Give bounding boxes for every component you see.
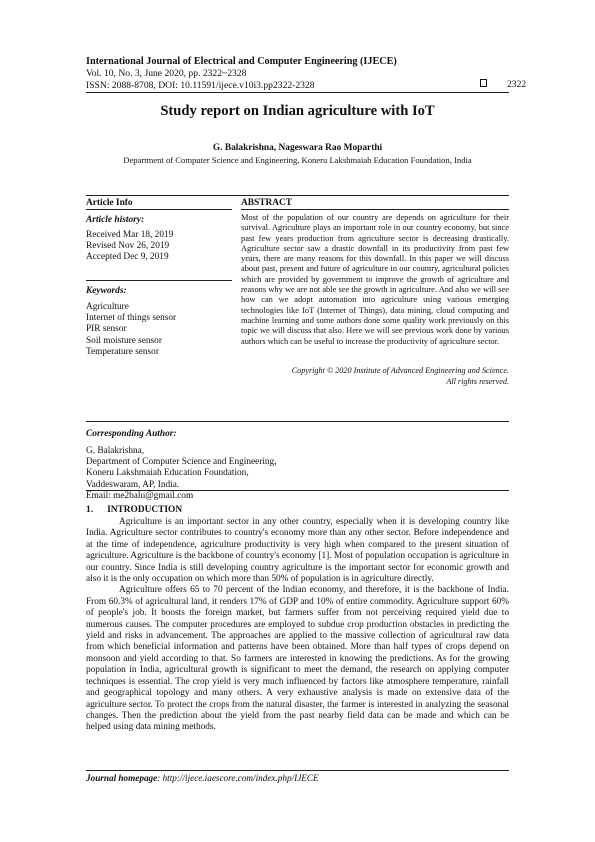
corresponding-line: Koneru Lakshmaiah Education Foundation, xyxy=(86,468,249,479)
abstract-heading: ABSTRACT xyxy=(241,198,293,208)
keywords-rule xyxy=(86,280,232,281)
keyword-item: Temperature sensor xyxy=(86,346,159,357)
intro-paragraph-2: Agriculture offers 65 to 70 percent of the Indian economy, and therefore, it is the backbone of India. From 60.3% of agricultural land, it renders 17% of GDP and 10% of entire commodity. Agriculture support 60% of people's job. It boosts the foreign market, but farmers suffer from not perceiving required yield due to numerous causes. The computer procedures are employed to subdue crop production obstacles in predicting the yield and risks in advancement. The approaches are applied to the massive collection of agricultural raw data from which beneficial information and patterns have been obtained. More than half types of crops depend on monsoon and yield according to that. So farmers are interested in knowing the predictions. As for the growing population in India, agricultural growth is significant to meet the demand, the research on applying computer techniques is essential. The crop yield is very much influenced by factors like atmosphere temperature, rainfall and geographical topology and many others. A very exhaustive analysis is made on extensive data of the agriculture sector. To protect the crops from the natural disaster, the farmer is interested in analyzing the seasonal changes. Then the prediction about the yield from the past nearby field data can be made and which can be helped using data mining methods. xyxy=(86,585,509,733)
corresponding-heading: Corresponding Author: xyxy=(86,429,177,439)
introduction-heading: 1. INTRODUCTION xyxy=(86,505,183,515)
rights-line: All rights reserved. xyxy=(446,377,509,386)
journal-title: International Journal of Electrical and Computer Engineering (IJECE) xyxy=(86,56,397,67)
keyword-item: Agriculture xyxy=(86,302,129,312)
info-left-rule xyxy=(86,209,232,210)
header-rule xyxy=(86,92,509,93)
keyword-item: PIR sensor xyxy=(86,324,127,335)
page-number: 2322 xyxy=(507,79,527,90)
introduction-body xyxy=(86,517,509,734)
history-item: Received Mar 18, 2019 xyxy=(86,230,174,240)
keywords-heading: Keywords: xyxy=(86,286,127,296)
homepage-url[interactable]: : http://ijece.iaescore.com/index.php/IJECE xyxy=(157,773,319,783)
footer-rule xyxy=(86,770,509,771)
history-heading: Article history: xyxy=(86,215,145,225)
journal-homepage: Journal homepage: http://ijece.iaescore.com/index.php/IJECE xyxy=(86,773,319,783)
intro-paragraph-1: Agriculture is an important sector in any other country, especially when it is developing country like India. Agriculture sector contributes to country's economy more than any other sector. Before independence and at the time of independence, agriculture productivity is very high when compared to the present situation of agriculture. Agriculture is the backbone of country's economy [1]. Most of population occupation is agriculture in our country. Since India is still developing country agriculture is the important sector for economic growth and also it is the only occupation on which more than 50% of population is in agriculture directly. xyxy=(86,517,509,585)
info-bottom-rule xyxy=(86,490,509,491)
keyword-item: Internet of things sensor xyxy=(86,313,177,324)
abstract-text: Most of the population of our country are depends on agriculture for their survival. Agriculture plays an important role in our country economy, but since past few years production from agriculture sector is decreasing drastically. Agriculture sector saw a drastic downfall in its productivity from past few years, there are many reasons for this downfall. In this paper we will discuss about past, present and future of agriculture in our country, agricultural policies which are provided by government to improve the growth of agriculture and reasons why we are not able see the growth in agriculture. And also we will see how can we adopt automation into agriculture using various emerging technologies like IoT (Internet of Things), data mining, cloud computing and machine learning and some authors done some quality work previously on this topic we will discuss that also. Here we will see previous work done by various authors which can be useful to increase the productivity of agriculture sector. xyxy=(241,213,509,346)
volume-info: Vol. 10, No. 3, June 2020, pp. 2322~2328 xyxy=(86,68,247,79)
history-item: Revised Nov 26, 2019 xyxy=(86,241,170,252)
corresponding-email: Email: me2balu@gmail.com xyxy=(86,490,194,501)
corresponding-line: G. Balakrishna, xyxy=(86,446,145,456)
affiliation: Department of Computer Science and Engineering, Koneru Lakshmaiah Education Foundation, India xyxy=(123,155,472,165)
copyright-line: Copyright © 2020 Institute of Advanced Engineering and Science. xyxy=(291,366,509,375)
info-top-rule xyxy=(86,195,509,196)
keyword-item: Soil moisture sensor xyxy=(86,335,162,346)
corresponding-details xyxy=(86,446,277,502)
authors: G. Balakrishna, Nageswara Rao Moparthi xyxy=(212,143,383,153)
history-list xyxy=(86,230,173,264)
history-item: Accepted Dec 9, 2019 xyxy=(86,252,169,263)
page-box-icon xyxy=(480,79,487,87)
keywords-list xyxy=(86,302,176,358)
info-right-rule xyxy=(241,209,509,210)
paper-title: Study report on Indian agriculture with IoT xyxy=(160,103,435,119)
article-info-heading: Article Info xyxy=(86,198,133,208)
corresponding-rule xyxy=(86,421,509,422)
corresponding-line: Department of Computer Science and Engineering, xyxy=(86,457,277,468)
issn-doi: ISSN: 2088-8708, DOI: 10.11591/ijece.v10i3.pp2322-2328 xyxy=(86,80,315,91)
corresponding-line: Vaddeswaram, AP, India. xyxy=(86,479,180,490)
